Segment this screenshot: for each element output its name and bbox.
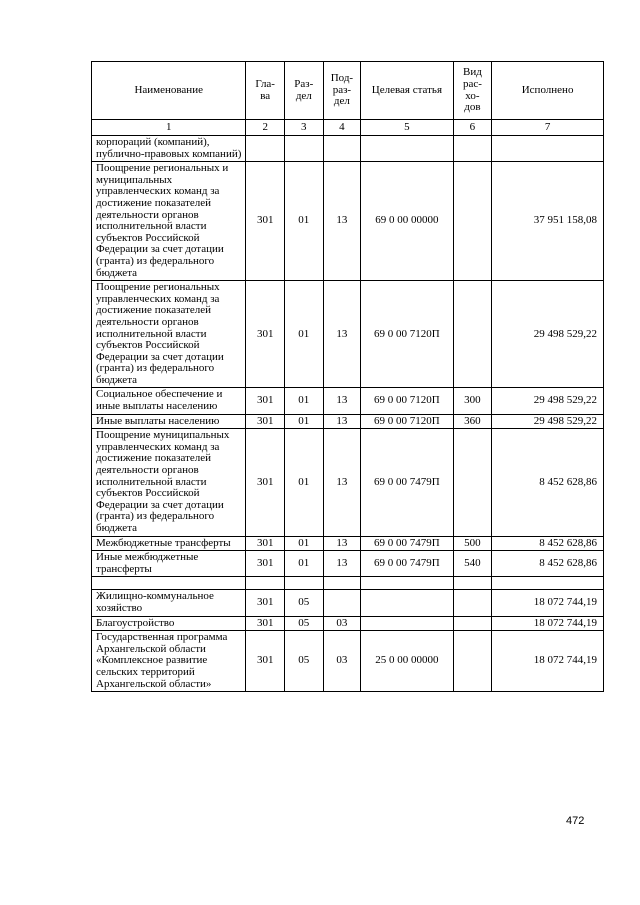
row-podrazdel: 13: [323, 414, 361, 429]
header-glava-line1: Гла-: [255, 77, 275, 90]
header-name: Наименование: [92, 62, 246, 120]
row-podrazdel: 03: [323, 631, 361, 692]
row-celevaya: [361, 136, 453, 162]
header-razdel-line1: Раз-: [294, 77, 314, 90]
row-name: Иные выплаты населению: [92, 414, 246, 429]
header-glava: [246, 62, 285, 120]
row-ispolneno: 8 452 628,86: [492, 429, 604, 536]
row-glava: [246, 577, 285, 590]
column-number: 2: [246, 120, 285, 136]
row-name: корпораций (компаний), публично-правовых компаний): [92, 136, 246, 162]
column-number: 5: [361, 120, 453, 136]
row-ispolneno: 29 498 529,22: [492, 414, 604, 429]
column-number-row: [92, 120, 604, 136]
row-ispolneno: 8 452 628,86: [492, 536, 604, 551]
table-row: [92, 162, 604, 281]
row-celevaya: 69 0 00 7479П: [361, 536, 453, 551]
header-glava-line2: ва: [260, 89, 271, 102]
row-ispolneno: 18 072 744,19: [492, 616, 604, 631]
column-number: 3: [285, 120, 324, 136]
row-name: Поощрение муниципальных управленческих команд за достижение показателей деятельности органов исполнительной власти субъектов Российской Федерации за счет дотации (гранта) из федерального бюджета: [92, 429, 246, 536]
row-razdel: 05: [285, 616, 324, 631]
row-podrazdel: [323, 577, 361, 590]
header-razdel: [285, 62, 324, 120]
row-razdel: 01: [285, 281, 324, 388]
row-celevaya: 69 0 00 7120П: [361, 388, 453, 414]
row-vid: [453, 631, 492, 692]
row-name: Поощрение региональных управленческих команд за достижение показателей деятельности органов исполнительной власти субъектов Российской Федерации за счет дотации (гранта) из федерального бюджета: [92, 281, 246, 388]
row-podrazdel: 03: [323, 616, 361, 631]
row-ispolneno: 29 498 529,22: [492, 388, 604, 414]
header-vid: [453, 62, 492, 120]
row-name: Социальное обеспечение и иные выплаты населению: [92, 388, 246, 414]
row-vid: [453, 577, 492, 590]
row-ispolneno: [492, 577, 604, 590]
row-glava: 301: [246, 551, 285, 577]
table-row: [92, 616, 604, 631]
row-glava: 301: [246, 631, 285, 692]
row-ispolneno: 29 498 529,22: [492, 281, 604, 388]
row-podrazdel: 13: [323, 281, 361, 388]
row-vid: [453, 281, 492, 388]
row-ispolneno: 18 072 744,19: [492, 631, 604, 692]
row-vid: [453, 429, 492, 536]
row-name: Иные межбюджетные трансферты: [92, 551, 246, 577]
row-vid: 300: [453, 388, 492, 414]
row-glava: 301: [246, 590, 285, 616]
row-vid: [453, 162, 492, 281]
header-vid-line4: дов: [464, 101, 481, 114]
row-podrazdel: 13: [323, 388, 361, 414]
row-name: [92, 577, 246, 590]
row-celevaya: [361, 590, 453, 616]
row-ispolneno: [492, 136, 604, 162]
row-vid: 360: [453, 414, 492, 429]
row-vid: [453, 616, 492, 631]
table-row: [92, 551, 604, 577]
header-ispolneno: Исполнено: [492, 62, 604, 120]
row-vid: 500: [453, 536, 492, 551]
row-razdel: 01: [285, 551, 324, 577]
row-name: Государственная программа Архангельской области «Комплексное развитие сельских территорий Архангельской области»: [92, 631, 246, 692]
page-number: 472: [566, 815, 585, 827]
row-celevaya: 69 0 00 7120П: [361, 281, 453, 388]
table-row: [92, 281, 604, 388]
row-ispolneno: 8 452 628,86: [492, 551, 604, 577]
row-podrazdel: 13: [323, 162, 361, 281]
row-glava: 301: [246, 616, 285, 631]
budget-execution-table: [91, 61, 604, 692]
column-number: 4: [323, 120, 361, 136]
row-ispolneno: 18 072 744,19: [492, 590, 604, 616]
table-row: [92, 631, 604, 692]
table-row: [92, 388, 604, 414]
row-vid: 540: [453, 551, 492, 577]
table-row: [92, 536, 604, 551]
row-razdel: [285, 136, 324, 162]
row-celevaya: [361, 616, 453, 631]
row-glava: 301: [246, 162, 285, 281]
row-name: Жилищно-коммунальное хозяйство: [92, 590, 246, 616]
row-vid: [453, 136, 492, 162]
column-number: 1: [92, 120, 246, 136]
row-podrazdel: [323, 136, 361, 162]
row-celevaya: [361, 577, 453, 590]
row-name: Благоустройство: [92, 616, 246, 631]
row-razdel: 01: [285, 536, 324, 551]
row-name: Поощрение региональных и муниципальных управленческих команд за достижение показателей деятельности органов исполнительной власти субъектов Российской Федерации за счет дотации (гранта) из федерального бюджета: [92, 162, 246, 281]
header-vid-line1: Вид: [462, 66, 482, 79]
column-number: 7: [492, 120, 604, 136]
row-podrazdel: 13: [323, 429, 361, 536]
header-podrazdel-line2: раз-: [332, 83, 352, 96]
table-row: [92, 429, 604, 536]
row-celevaya: 69 0 00 00000: [361, 162, 453, 281]
row-celevaya: 69 0 00 7479П: [361, 429, 453, 536]
header-vid-line2: рас-: [462, 77, 482, 90]
row-glava: 301: [246, 388, 285, 414]
table-row: [92, 590, 604, 616]
row-podrazdel: 13: [323, 536, 361, 551]
header-celevaya: Целевая статья: [361, 62, 453, 120]
row-razdel: [285, 577, 324, 590]
header-podrazdel: [323, 62, 361, 120]
row-glava: 301: [246, 536, 285, 551]
row-razdel: 01: [285, 388, 324, 414]
row-name: Межбюджетные трансферты: [92, 536, 246, 551]
row-podrazdel: 13: [323, 551, 361, 577]
row-razdel: 05: [285, 631, 324, 692]
header-podrazdel-line3: дел: [333, 95, 350, 108]
header-podrazdel-line1: Под-: [330, 72, 354, 85]
column-number: 6: [453, 120, 492, 136]
header-vid-line3: хо-: [465, 89, 480, 102]
table-header-row: [92, 62, 604, 120]
row-glava: 301: [246, 281, 285, 388]
row-celevaya: 25 0 00 00000: [361, 631, 453, 692]
row-razdel: 01: [285, 429, 324, 536]
row-razdel: 05: [285, 590, 324, 616]
row-razdel: 01: [285, 414, 324, 429]
row-podrazdel: [323, 590, 361, 616]
table-row: [92, 414, 604, 429]
table-row: [92, 136, 604, 162]
row-ispolneno: 37 951 158,08: [492, 162, 604, 281]
row-glava: 301: [246, 429, 285, 536]
table-row-empty: [92, 577, 604, 590]
row-celevaya: 69 0 00 7120П: [361, 414, 453, 429]
row-razdel: 01: [285, 162, 324, 281]
row-glava: [246, 136, 285, 162]
row-celevaya: 69 0 00 7479П: [361, 551, 453, 577]
header-razdel-line2: дел: [295, 89, 312, 102]
row-glava: 301: [246, 414, 285, 429]
row-vid: [453, 590, 492, 616]
